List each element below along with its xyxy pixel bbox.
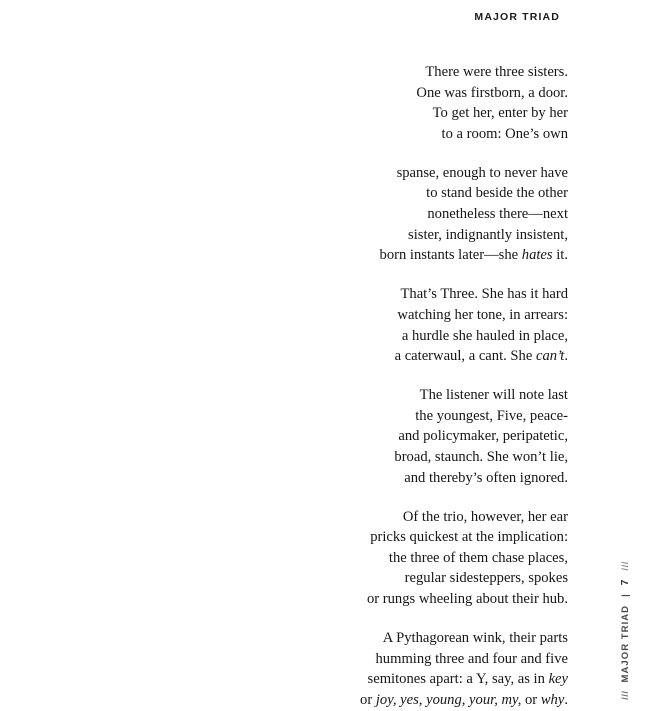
poem-line: nonetheless there—next xyxy=(427,206,568,223)
poem-line: born instants later—she hates it. xyxy=(379,247,568,264)
running-head: MAJOR TRIAD xyxy=(474,11,560,23)
poem-line: and thereby’s often ignored. xyxy=(404,469,568,486)
poem-line: a hurdle she hauled in place, xyxy=(401,327,568,344)
poem-line: the three of them chase places, xyxy=(388,549,568,566)
poem-body xyxy=(300,62,568,711)
poem-line: broad, staunch. She won’t lie, xyxy=(394,449,568,465)
poem-line: to a room: One’s own xyxy=(441,125,568,142)
poem-line: and policymaker, peripatetic, xyxy=(398,428,568,445)
poem-line: semitones apart: a Y, say, as in key xyxy=(367,671,568,688)
poem-line: to stand beside the other xyxy=(426,185,568,202)
poem-stanza xyxy=(300,163,568,266)
poem-line: A Pythagorean wink, their parts xyxy=(382,630,568,647)
poem-line: the youngest, Five, peace- xyxy=(415,407,568,424)
poem-line: sister, indignantly insistent, xyxy=(408,226,568,243)
poem-line: or joy, yes, young, your, my, or why. xyxy=(360,691,568,708)
poem-line: or rungs wheeling about their hub. xyxy=(366,591,568,608)
poem-line: a caterwaul, a cant. She can’t. xyxy=(394,348,568,365)
poem-line: spanse, enough to never have xyxy=(396,164,568,181)
side-marker-trailing-glyph: /// xyxy=(619,561,631,571)
page-number: 7 xyxy=(619,578,631,586)
poem-line: watching her tone, in arrears: xyxy=(397,306,568,323)
poem-line: pricks quickest at the implication: xyxy=(370,529,568,546)
side-marker xyxy=(614,306,636,700)
poem-line: There were three sisters. xyxy=(425,64,568,80)
poem-line: The listener will note last xyxy=(419,387,568,404)
side-marker-separator: | xyxy=(619,593,631,597)
poem-line: Of the trio, however, her ear xyxy=(402,508,568,525)
poem-stanza xyxy=(300,62,568,144)
poem-stanza xyxy=(300,507,568,610)
side-marker-leading-glyph: /// xyxy=(619,690,631,700)
poem-line: One was firstborn, a door. xyxy=(416,84,568,101)
poem-stanza xyxy=(300,284,568,366)
poem-line: That’s Three. She has it hard xyxy=(400,286,568,303)
poem-stanza xyxy=(300,628,568,710)
poem-line: regular sidesteppers, spokes xyxy=(404,570,568,587)
side-marker-title: MAJOR TRIAD xyxy=(619,604,631,683)
poem-stanza xyxy=(300,385,568,488)
poem-line: humming three and four and five xyxy=(375,650,568,667)
poem-line: To get her, enter by her xyxy=(432,105,568,122)
